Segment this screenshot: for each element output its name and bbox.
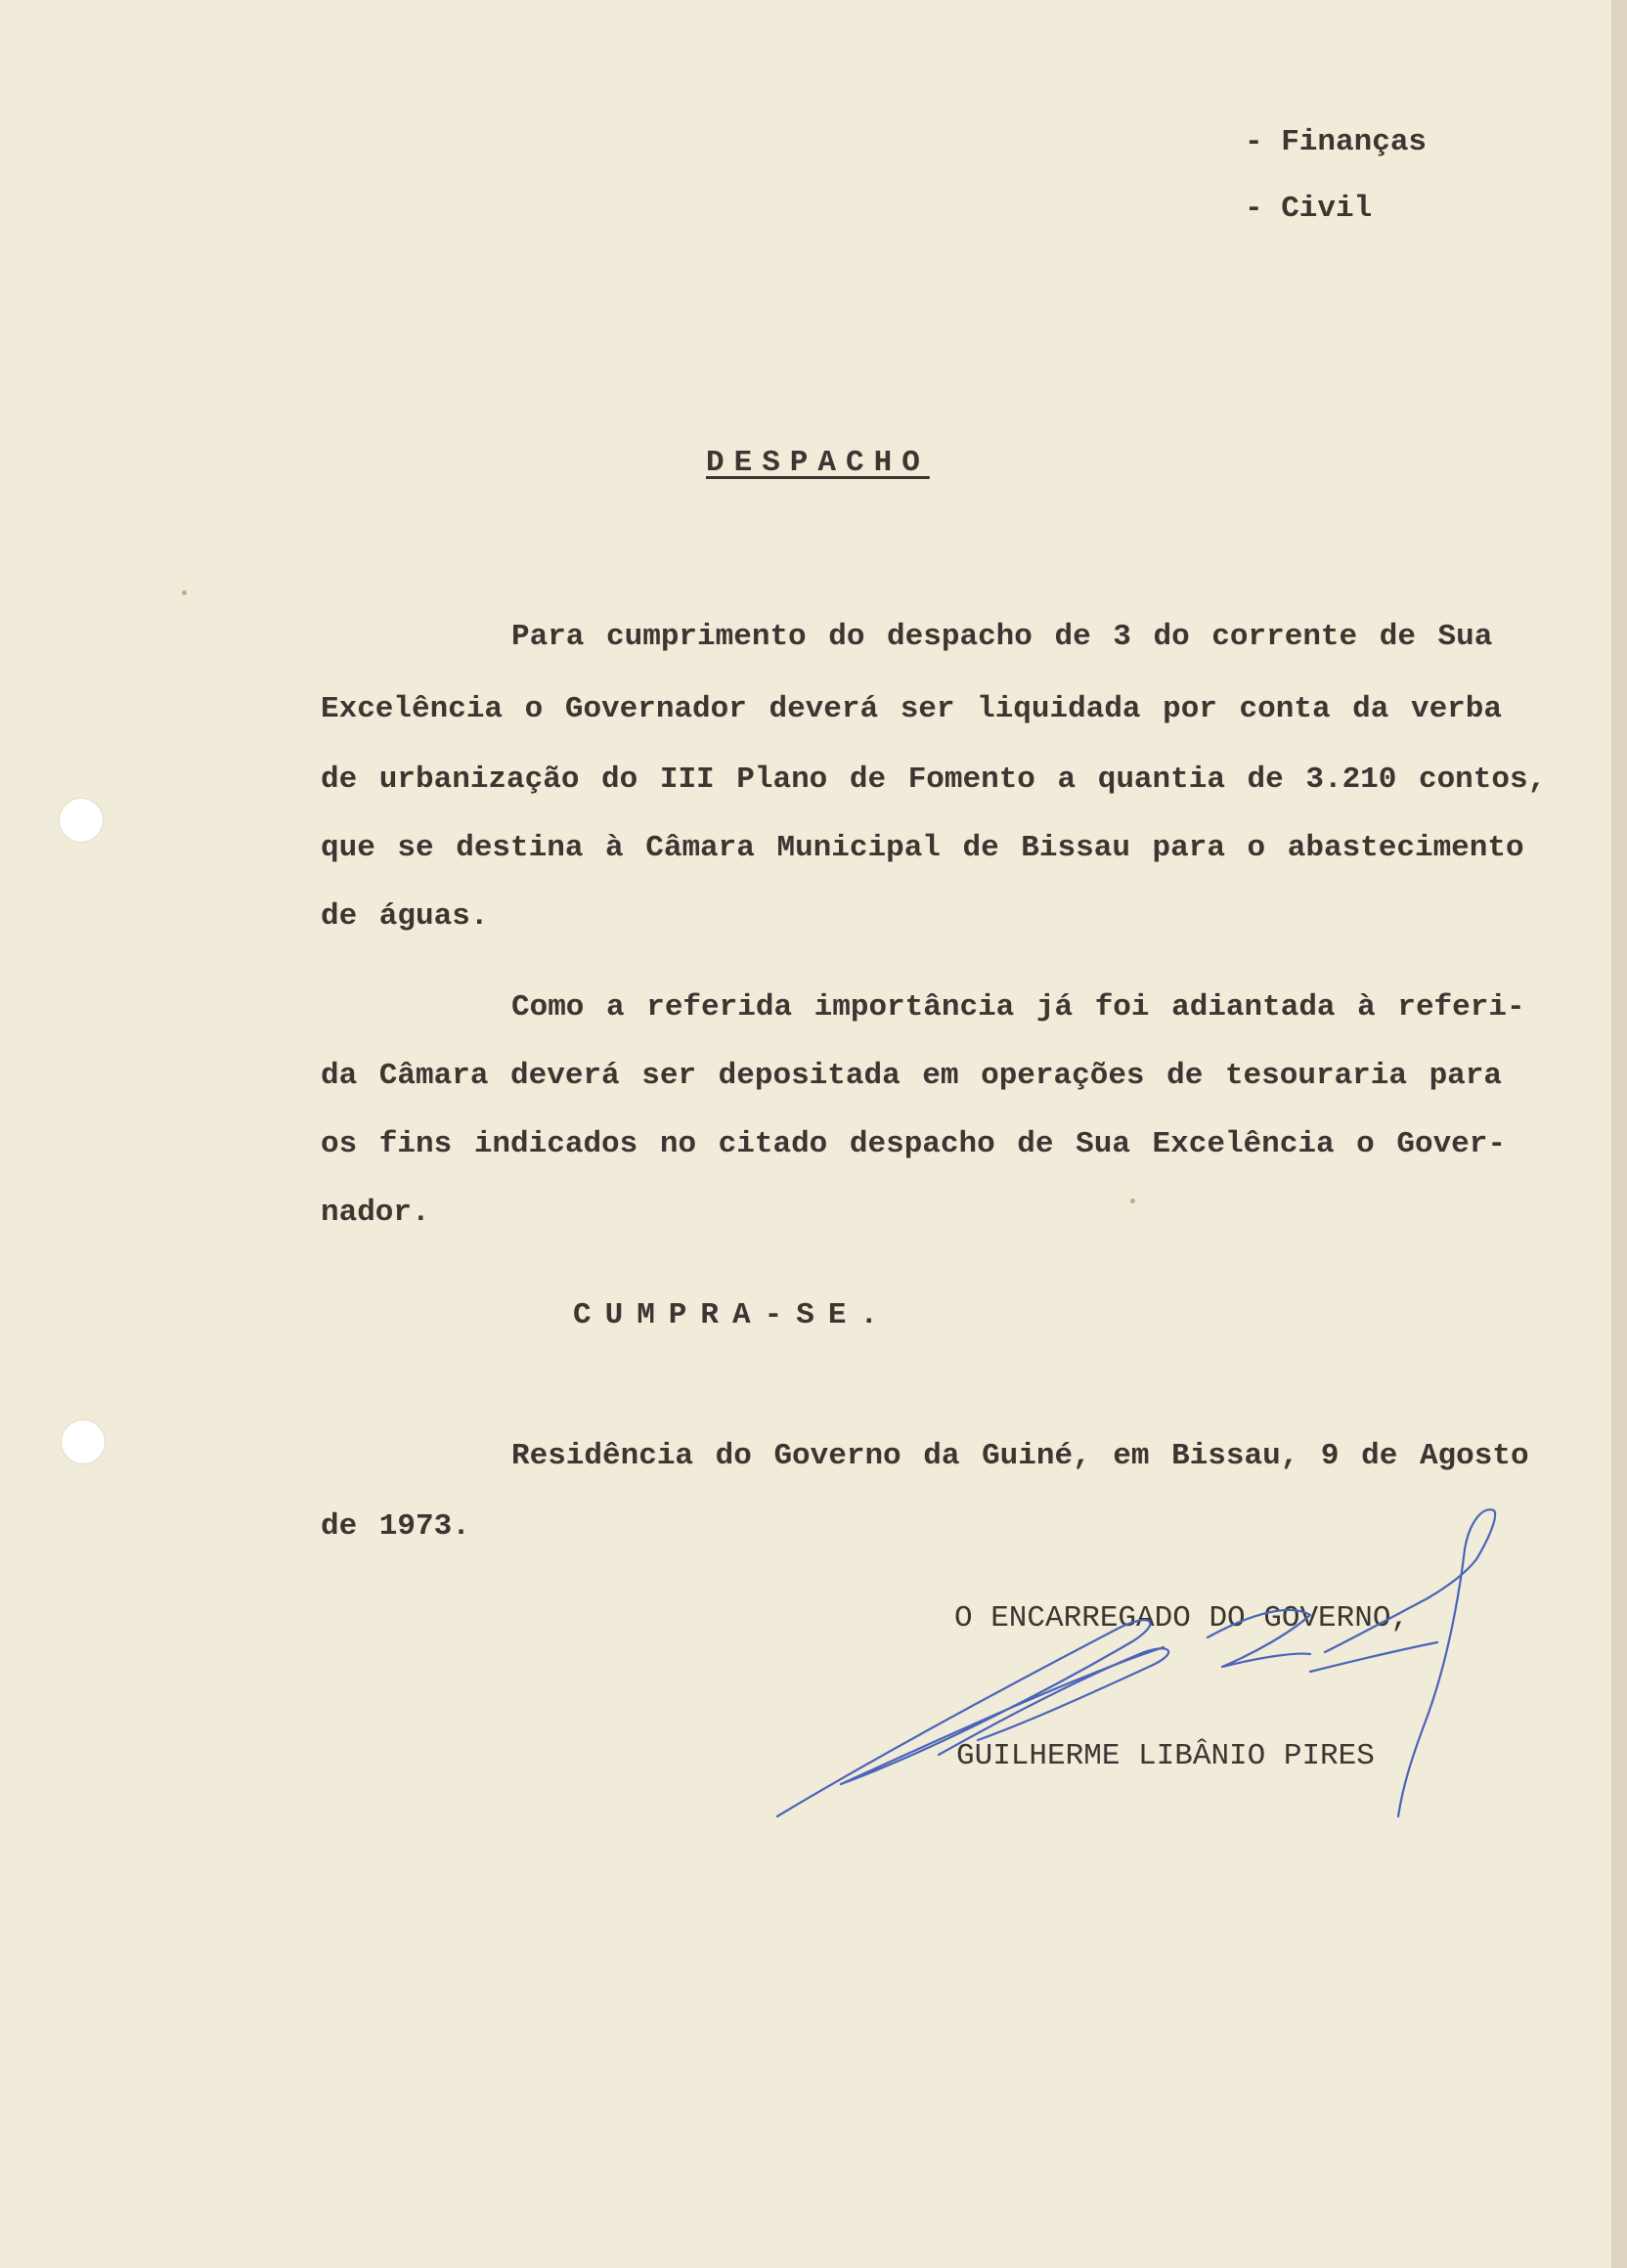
punch-hole xyxy=(59,798,104,843)
paper-speck xyxy=(1130,1199,1135,1203)
order-cumpra-se: CUMPRA-SE. xyxy=(573,1298,893,1332)
paragraph-2-line: da Câmara deverá ser depositada em operações de tesouraria para xyxy=(321,1059,1502,1093)
paragraph-2-line: os fins indicados no citado despacho de Sua Excelência o Gover- xyxy=(321,1127,1506,1161)
signatory-name: GUILHERME LIBÂNIO PIRES xyxy=(956,1739,1375,1773)
paragraph-2-line: Como a referida importância já foi adiantada à referi- xyxy=(511,990,1525,1025)
paragraph-1-line: de águas. xyxy=(321,899,489,934)
paragraph-1-line: que se destina à Câmara Municipal de Bissau para o abastecimento xyxy=(321,831,1524,865)
paragraph-2-line: nador. xyxy=(321,1196,430,1230)
handwritten-signature xyxy=(763,1505,1545,1877)
paragraph-1-line: de urbanização do III Plano de Fomento a quantia de 3.210 contos, xyxy=(321,763,1547,797)
department-finance: - Finanças xyxy=(1245,125,1428,159)
signatory-title: O ENCARREGADO DO GOVERNO, xyxy=(954,1601,1410,1636)
department-civil: - Civil xyxy=(1245,192,1373,226)
page-edge-shade xyxy=(1611,0,1627,2268)
place-date-line: de 1973. xyxy=(321,1509,470,1544)
paper-speck xyxy=(182,590,187,595)
place-date-line: Residência do Governo da Guiné, em Bissau, 9 de Agosto xyxy=(511,1439,1529,1473)
paragraph-1-line: Para cumprimento do despacho de 3 do corrente de Sua xyxy=(511,620,1493,654)
paragraph-1-line: Excelência o Governador deverá ser liquidada por conta da verba xyxy=(321,692,1502,726)
document-title: DESPACHO xyxy=(706,446,930,480)
punch-hole xyxy=(61,1419,106,1464)
